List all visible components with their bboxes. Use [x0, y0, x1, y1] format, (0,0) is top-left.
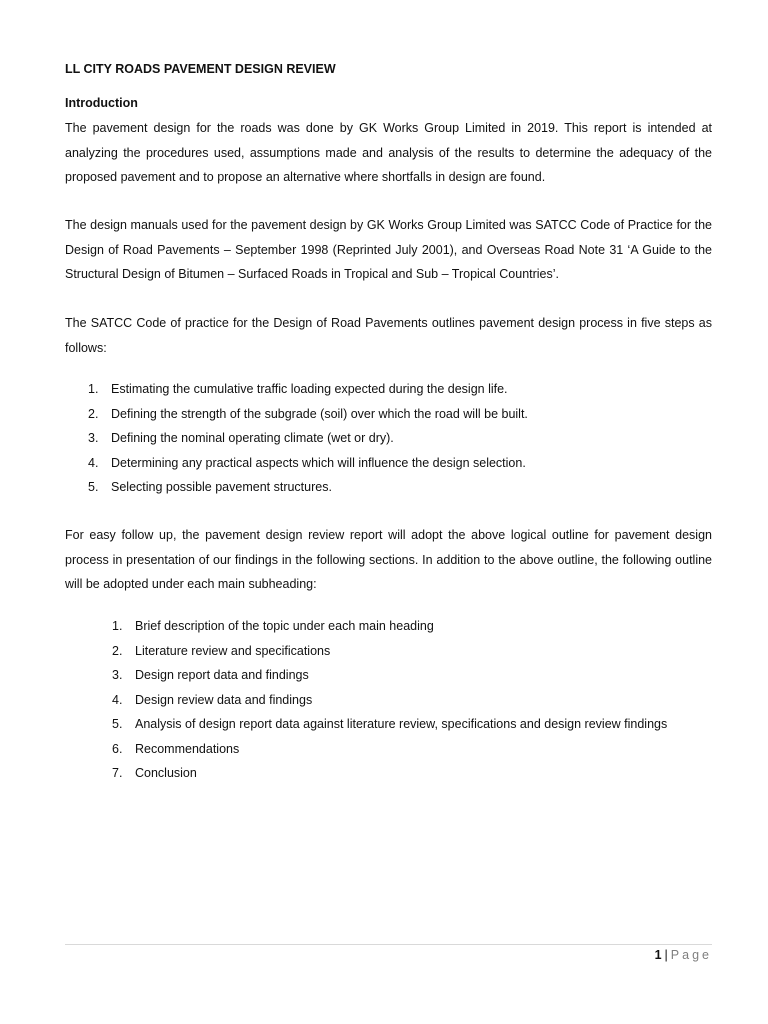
- list-text: Design report data and findings: [135, 668, 309, 682]
- list-number: 5.: [88, 480, 99, 494]
- list-text: Estimating the cumulative traffic loading expected during the design life.: [111, 382, 508, 396]
- paragraph-design-manuals: The design manuals used for the pavement design by GK Works Group Limited was SATCC Code of Practice for the Design of Road Pavements – September 1998 (Reprinted July 2001), and Overseas Road Note 31 ‘A Guide to the Structural Design of Bitumen – Surfaced Roads in Tropical and Sub – Tropical Countries’.: [65, 218, 712, 281]
- list-number: 5.: [112, 717, 123, 731]
- list-number: 2.: [112, 643, 123, 658]
- list-number: 3.: [112, 668, 123, 682]
- list-number: 4.: [88, 455, 99, 470]
- footer-divider: [65, 944, 712, 945]
- list-number: 6.: [112, 741, 123, 756]
- page-label: Page: [670, 948, 712, 962]
- list-text: Selecting possible pavement structures.: [111, 480, 332, 494]
- list-text: Determining any practical aspects which will influence the design selection.: [111, 455, 526, 470]
- list-text: Defining the nominal operating climate (wet or dry).: [111, 431, 394, 445]
- list-text: Design review data and findings: [135, 692, 313, 707]
- document-page: [65, 0, 712, 1024]
- list-number: 2.: [88, 406, 99, 421]
- list-number: 7.: [112, 766, 123, 780]
- list-text: Analysis of design report data against literature review, specifications and design review findings: [135, 717, 668, 731]
- list-text: Brief description of the topic under each main heading: [135, 619, 434, 633]
- list-text: Recommendations: [135, 741, 240, 756]
- document-title: LL CITY ROADS PAVEMENT DESIGN REVIEW: [65, 62, 336, 76]
- paragraph-intro: The pavement design for the roads was done by GK Works Group Limited in 2019. This report is intended at analyzing the procedures used, assumptions made and analysis of the results to determine the adequacy of the proposed pavement and to propose an alternative where shortfalls in design are found.: [65, 121, 712, 184]
- list-number: 3.: [88, 431, 99, 445]
- page-number: 1: [654, 948, 662, 962]
- page-footer: [655, 948, 712, 962]
- list-text: Literature review and specifications: [135, 643, 331, 658]
- list-number: 1.: [112, 619, 123, 633]
- list-text: Defining the strength of the subgrade (soil) over which the road will be built.: [111, 406, 528, 421]
- list-number: 4.: [112, 692, 123, 707]
- paragraph-satcc-steps-intro: The SATCC Code of practice for the Design of Road Pavements outlines pavement design process in five steps as follows:: [65, 316, 712, 355]
- footer-separator: |: [664, 948, 668, 962]
- list-text: Conclusion: [135, 766, 197, 780]
- list-number: 1.: [88, 382, 99, 396]
- paragraph-follow-up: For easy follow up, the pavement design review report will adopt the above logical outline for pavement design process in presentation of our findings in the following sections. In addition to the above outline, the following outline will be adopted under each main subheading:: [65, 528, 712, 591]
- section-heading-introduction: Introduction: [65, 96, 138, 110]
